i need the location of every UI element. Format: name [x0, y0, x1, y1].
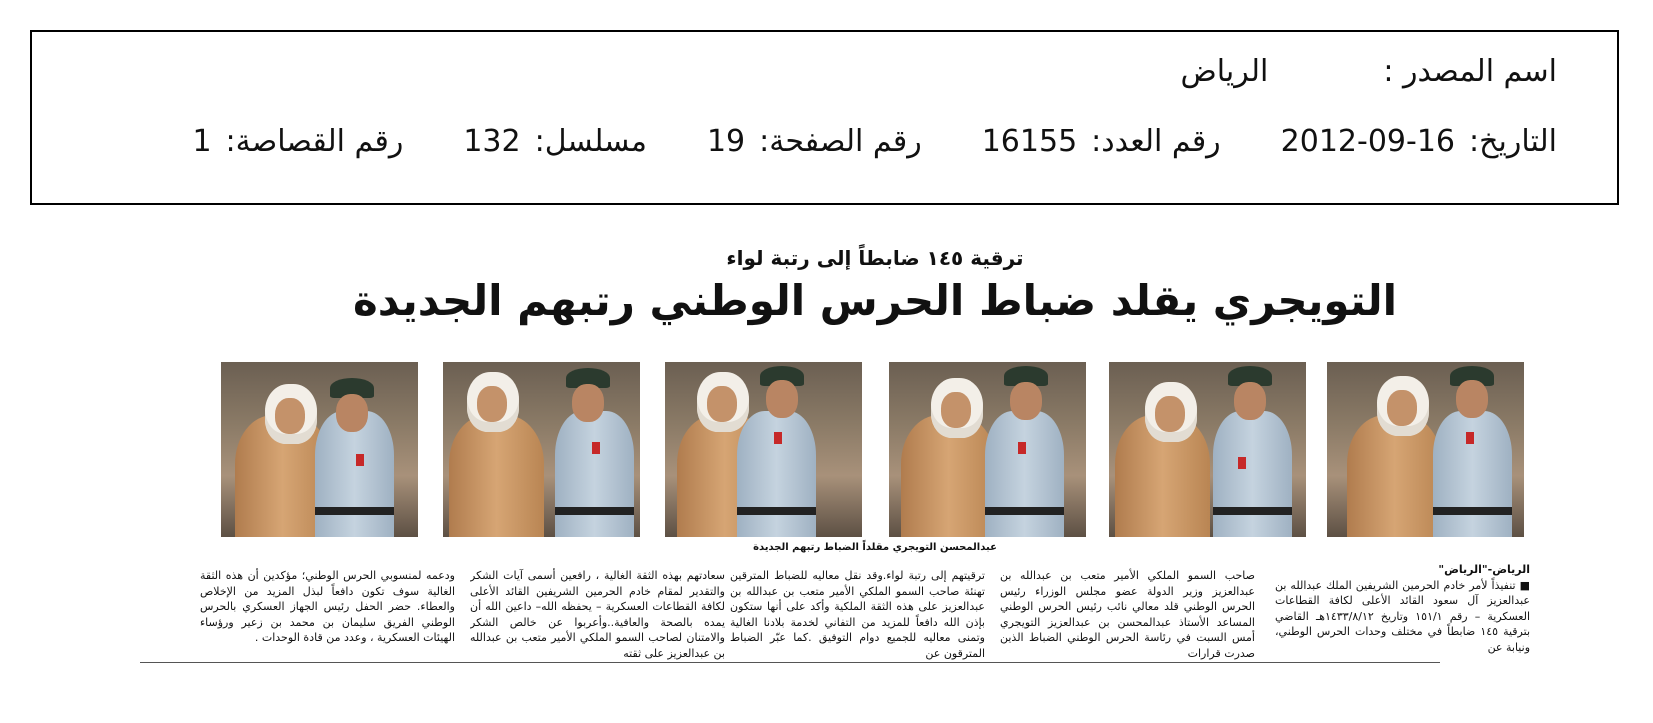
article-column-2	[1000, 568, 1255, 688]
serial-value: 132	[463, 124, 521, 159]
date-value: 2012-09-16	[1280, 124, 1456, 159]
clip-field	[192, 124, 403, 159]
page-value: 19	[706, 124, 746, 159]
article-column-4	[470, 568, 725, 688]
article-kicker: ترقية ١٤٥ ضابطاً إلى رتبة لواء	[726, 246, 1024, 270]
date-field	[1281, 124, 1557, 159]
newspaper-clipping	[140, 240, 1530, 710]
source-label: اسم المصدر :	[1383, 54, 1557, 89]
article-body	[140, 562, 1530, 702]
meta-row	[192, 124, 1557, 159]
clip-label: رقم القصاصة:	[225, 124, 404, 159]
bottom-rule	[140, 662, 1440, 663]
column-text: ■ تنفيذاً لأمر خادم الحرمين الشريفين الملك عبدالله بن عبدالعزيز آل سعود القائد الأعلى لكافة القطاعات العسكرية – رقم ١٥١/١ وتاريخ ١٤٣٣/٨/١٢هـ القاضي بترقية ١٤٥ ضابطاً في مختلف وحدات الحرس الوطني، ونيابة عن	[1275, 578, 1530, 654]
article-column-1	[1275, 562, 1530, 682]
column-text: سعادتهم بهذه الثقة الغالية ، رافعين أسمى آيات الشكر والتقدير لمقام خادم الحرمين الشريفين القائد الأعلى لكافة القطاعات العسكرية – يحفظه الله– داعين الله أن يمده بالصحة والعافية..وأعربوا عن خالص الشكر والامتنان لصاحب السمو الملكي الأمير متعب بن عبدالله بن عبدالعزيز على ثقته	[470, 569, 725, 660]
article-column-5	[200, 568, 455, 688]
column-text: صاحب السمو الملكي الأمير متعب بن عبدالله بن عبدالعزيز وزير الدولة عضو مجلس الوزراء رئيس الحرس الوطني قلد معالي نائب رئيس الحرس الوطني المساعد الأستاذ عبدالمحسن بن عبدالعزيز التويجري أمس السبت في رئاسة الحرس الوطني الضباط الذين صدرت قرارات	[1000, 569, 1255, 660]
source-value: الرياض	[1180, 54, 1269, 89]
source-info-box	[30, 30, 1619, 205]
column-text: ودعمه لمنسوبي الحرس الوطني؛ مؤكدين أن هذه الثقة الغالية سوف تكون دافعاً لبذل المزيد من الإخلاص والعطاء. حضر الحفل رئيس الجهاز العسكري بالحرس الوطني الفريق سليمان بن محمد بن زعير ورؤساء الهيئات العسكرية ، وعدد من قادة الوحدات .	[200, 569, 455, 644]
issue-value: 16155	[981, 124, 1078, 159]
page-field	[707, 124, 922, 159]
ceremony-photo-5	[443, 362, 640, 537]
serial-label: مسلسل:	[534, 124, 647, 159]
source-row	[1181, 54, 1557, 89]
ceremony-photo-2	[1109, 362, 1306, 537]
serial-field	[463, 124, 647, 159]
ceremony-photo-3	[889, 362, 1086, 537]
page-label: رقم الصفحة:	[759, 124, 922, 159]
ceremony-photo-4	[665, 362, 862, 537]
ceremony-photo-6	[221, 362, 418, 537]
ceremony-photo-1	[1327, 362, 1524, 537]
article-dateline: الرياض-"الرياض"	[1438, 563, 1530, 576]
photo-strip	[152, 362, 1524, 537]
article-headline: التويجري يقلد ضباط الحرس الوطني رتبهم الجديدة	[352, 276, 1398, 325]
article-column-3	[730, 568, 985, 688]
photo-caption: عبدالمحسن التويجري مقلداً الضباط رتبهم الجديدة	[753, 542, 997, 553]
column-text: ترقيتهم إلى رتبة لواء.وقد نقل معاليه للضباط المترقين تهنئة صاحب السمو الملكي الأمير متعب بن عبدالله بن عبدالعزيز على هذه الثقة الملكية وأكد على أنها ستكون بإذن الله دافعاً للمزيد من التفاني لخدمة بلادنا الغالية وتمنى معاليه للجميع دوام التوفيق .كما عبّر الضباط المترقون عن	[730, 569, 985, 660]
clip-value: 1	[192, 124, 212, 159]
issue-label: رقم العدد:	[1091, 124, 1221, 159]
date-label: التاريخ:	[1469, 124, 1557, 159]
issue-field	[982, 124, 1221, 159]
